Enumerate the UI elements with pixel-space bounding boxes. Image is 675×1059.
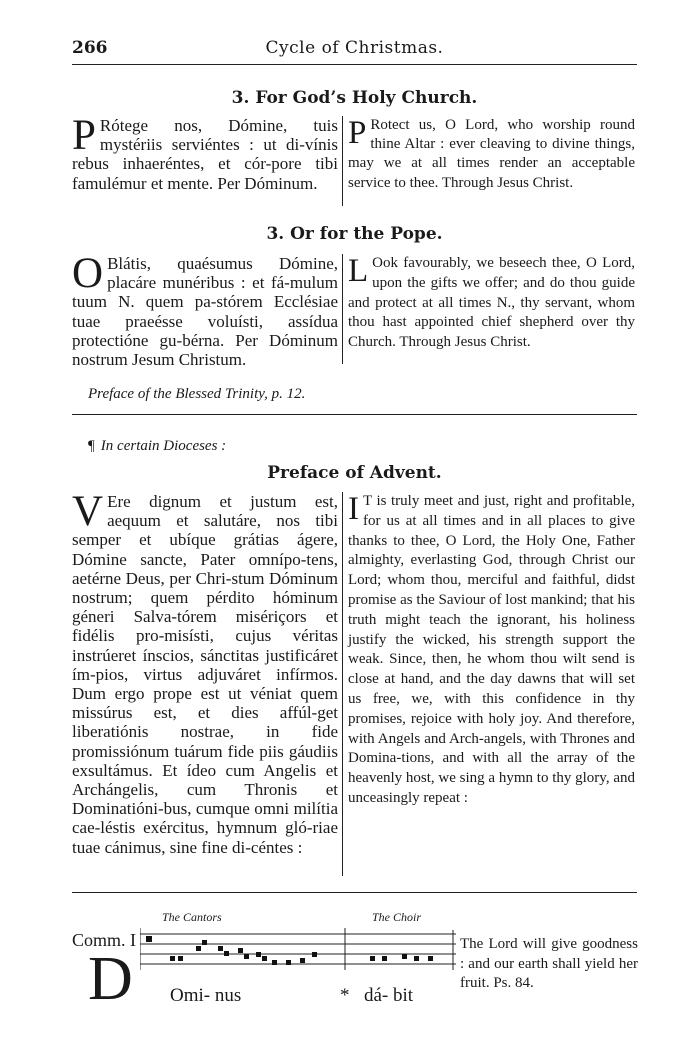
communion-label: Comm. I (72, 930, 137, 950)
latin-text: Blátis, quaésumus Dómine, placáre munéribus : et fá-mulum tuum N. quem pa-stórem Ecclésiae tuae praeésse voluísti, assídua protectióne gu-bérna. Per Dóminum nostrum Jesum Christum. (72, 254, 338, 370)
header-rule (72, 64, 637, 65)
section-heading-pope: 3. Or for the Pope. (266, 224, 443, 244)
section-rule (72, 892, 637, 893)
chant-asterisk: * (340, 985, 350, 1006)
chant-syllables-2: dá- bit (364, 985, 414, 1006)
preface-reference: Preface of the Blessed Trinity, p. 12. (88, 386, 306, 402)
drop-cap: O (72, 250, 104, 297)
section-heading-church: 3. For God’s Holy Church. (231, 88, 478, 108)
column-divider (342, 254, 343, 364)
english-preface-advent (348, 492, 635, 809)
latin-prayer-pope (72, 250, 338, 370)
drop-cap: P (72, 112, 96, 159)
drop-cap: V (72, 488, 104, 535)
running-title: Cycle of Christmas. (265, 38, 444, 58)
section-heading-advent: Preface of Advent. (267, 463, 442, 483)
page-header (72, 38, 637, 64)
chant-staff (140, 926, 456, 978)
english-prayer-church (348, 116, 635, 193)
english-text: Ook favourably, we beseech thee, O Lord, upon the gifts we offer; and do thou guide and protect at all times N., thy servant, whom thou hast appointed chief shepherd over thy Church. Through Jesus Christ. (348, 255, 635, 351)
drop-cap: P (348, 115, 367, 151)
english-text: T is truly meet and just, right and profitable, for us at all times and in all places to give thanks to thee, O Lord, the Holy One, Father almighty, everlasting God, through Christ our Lord; whom thou, merciful and faithful, didst promise as the Saviour of lost mankind; that his truth might teach the ignorant, his holiness justify the wicked, his strength support the weak. Since, then, he whom thou wilt send is close at hand, and the day dawns that will set us free, we, with this confidence in thy promises, rejoice with holy joy. And therefore, with Angels and Arch-angels, with Thrones and Domina-tions, and with all the array of the heavenly host, we sing a hymn to thy glory, and unceasingly repeat : (348, 493, 635, 806)
column-divider (342, 116, 343, 206)
rubric-text: In certain Dioceses : (100, 438, 227, 454)
communion-translation: The Lord will give goodness : and our earth shall yield her fruit. Ps. 84. (460, 936, 638, 991)
latin-text: Rótege nos, Dómine, tuis mystériis serviéntes : ut di-vínis rebus inhaeréntes, et cór-pore tibi famulémur et mente. Per Dóminum. (72, 116, 338, 193)
dioceses-rubric (88, 438, 226, 455)
column-divider (342, 492, 343, 876)
english-prayer-pope (348, 254, 635, 353)
page-number: 266 (72, 38, 108, 58)
latin-text: Ere dignum et justum est, aequum et salutáre, nos tibi semper et ubíque grátias ágere, Dómine sancte, Pater omnípo-tens, aetérne Deus, per Chri-stum Dóminum nostrum; quem pérdito hóminum géneri Salva-tórem misériçors et fidélis pro-misísti, cujus véritas instrúeret ínscios, sánctitas justificáret ím-pios, virtus adjuváret infírmos. Dum ergo prope est ut véniat quem missúrus est, et dies affúl-get liberatiónis nostrae, in fide promissiónum tuárum fide piis gáudiis exsultámus. Et ídeo cum Angelis et Archángelis, cum Thronis et Dominatióni-bus, cumque omni milítia cae-léstis exércitus, hymnum gló-riae tuae cánimus, sine fine di-céntes : (72, 492, 338, 857)
cantors-label: The Cantors (162, 910, 222, 924)
drop-cap: L (348, 253, 369, 289)
section-rule (72, 414, 637, 415)
pilcrow-icon: ¶ (88, 438, 95, 454)
neumes (146, 936, 433, 965)
chant-syllables-1: Omi- nus (170, 985, 242, 1006)
english-text: Rotect us, O Lord, who worship round thine Altar : ever cleaving to divine things, may we at all times render an acceptable service to thee. Through Jesus Christ. (348, 117, 635, 191)
drop-cap: I (348, 491, 359, 527)
latin-preface-advent (72, 488, 338, 857)
choir-label: The Choir (372, 910, 422, 924)
latin-prayer-church (72, 112, 338, 193)
chant-initial: D (88, 945, 133, 1013)
